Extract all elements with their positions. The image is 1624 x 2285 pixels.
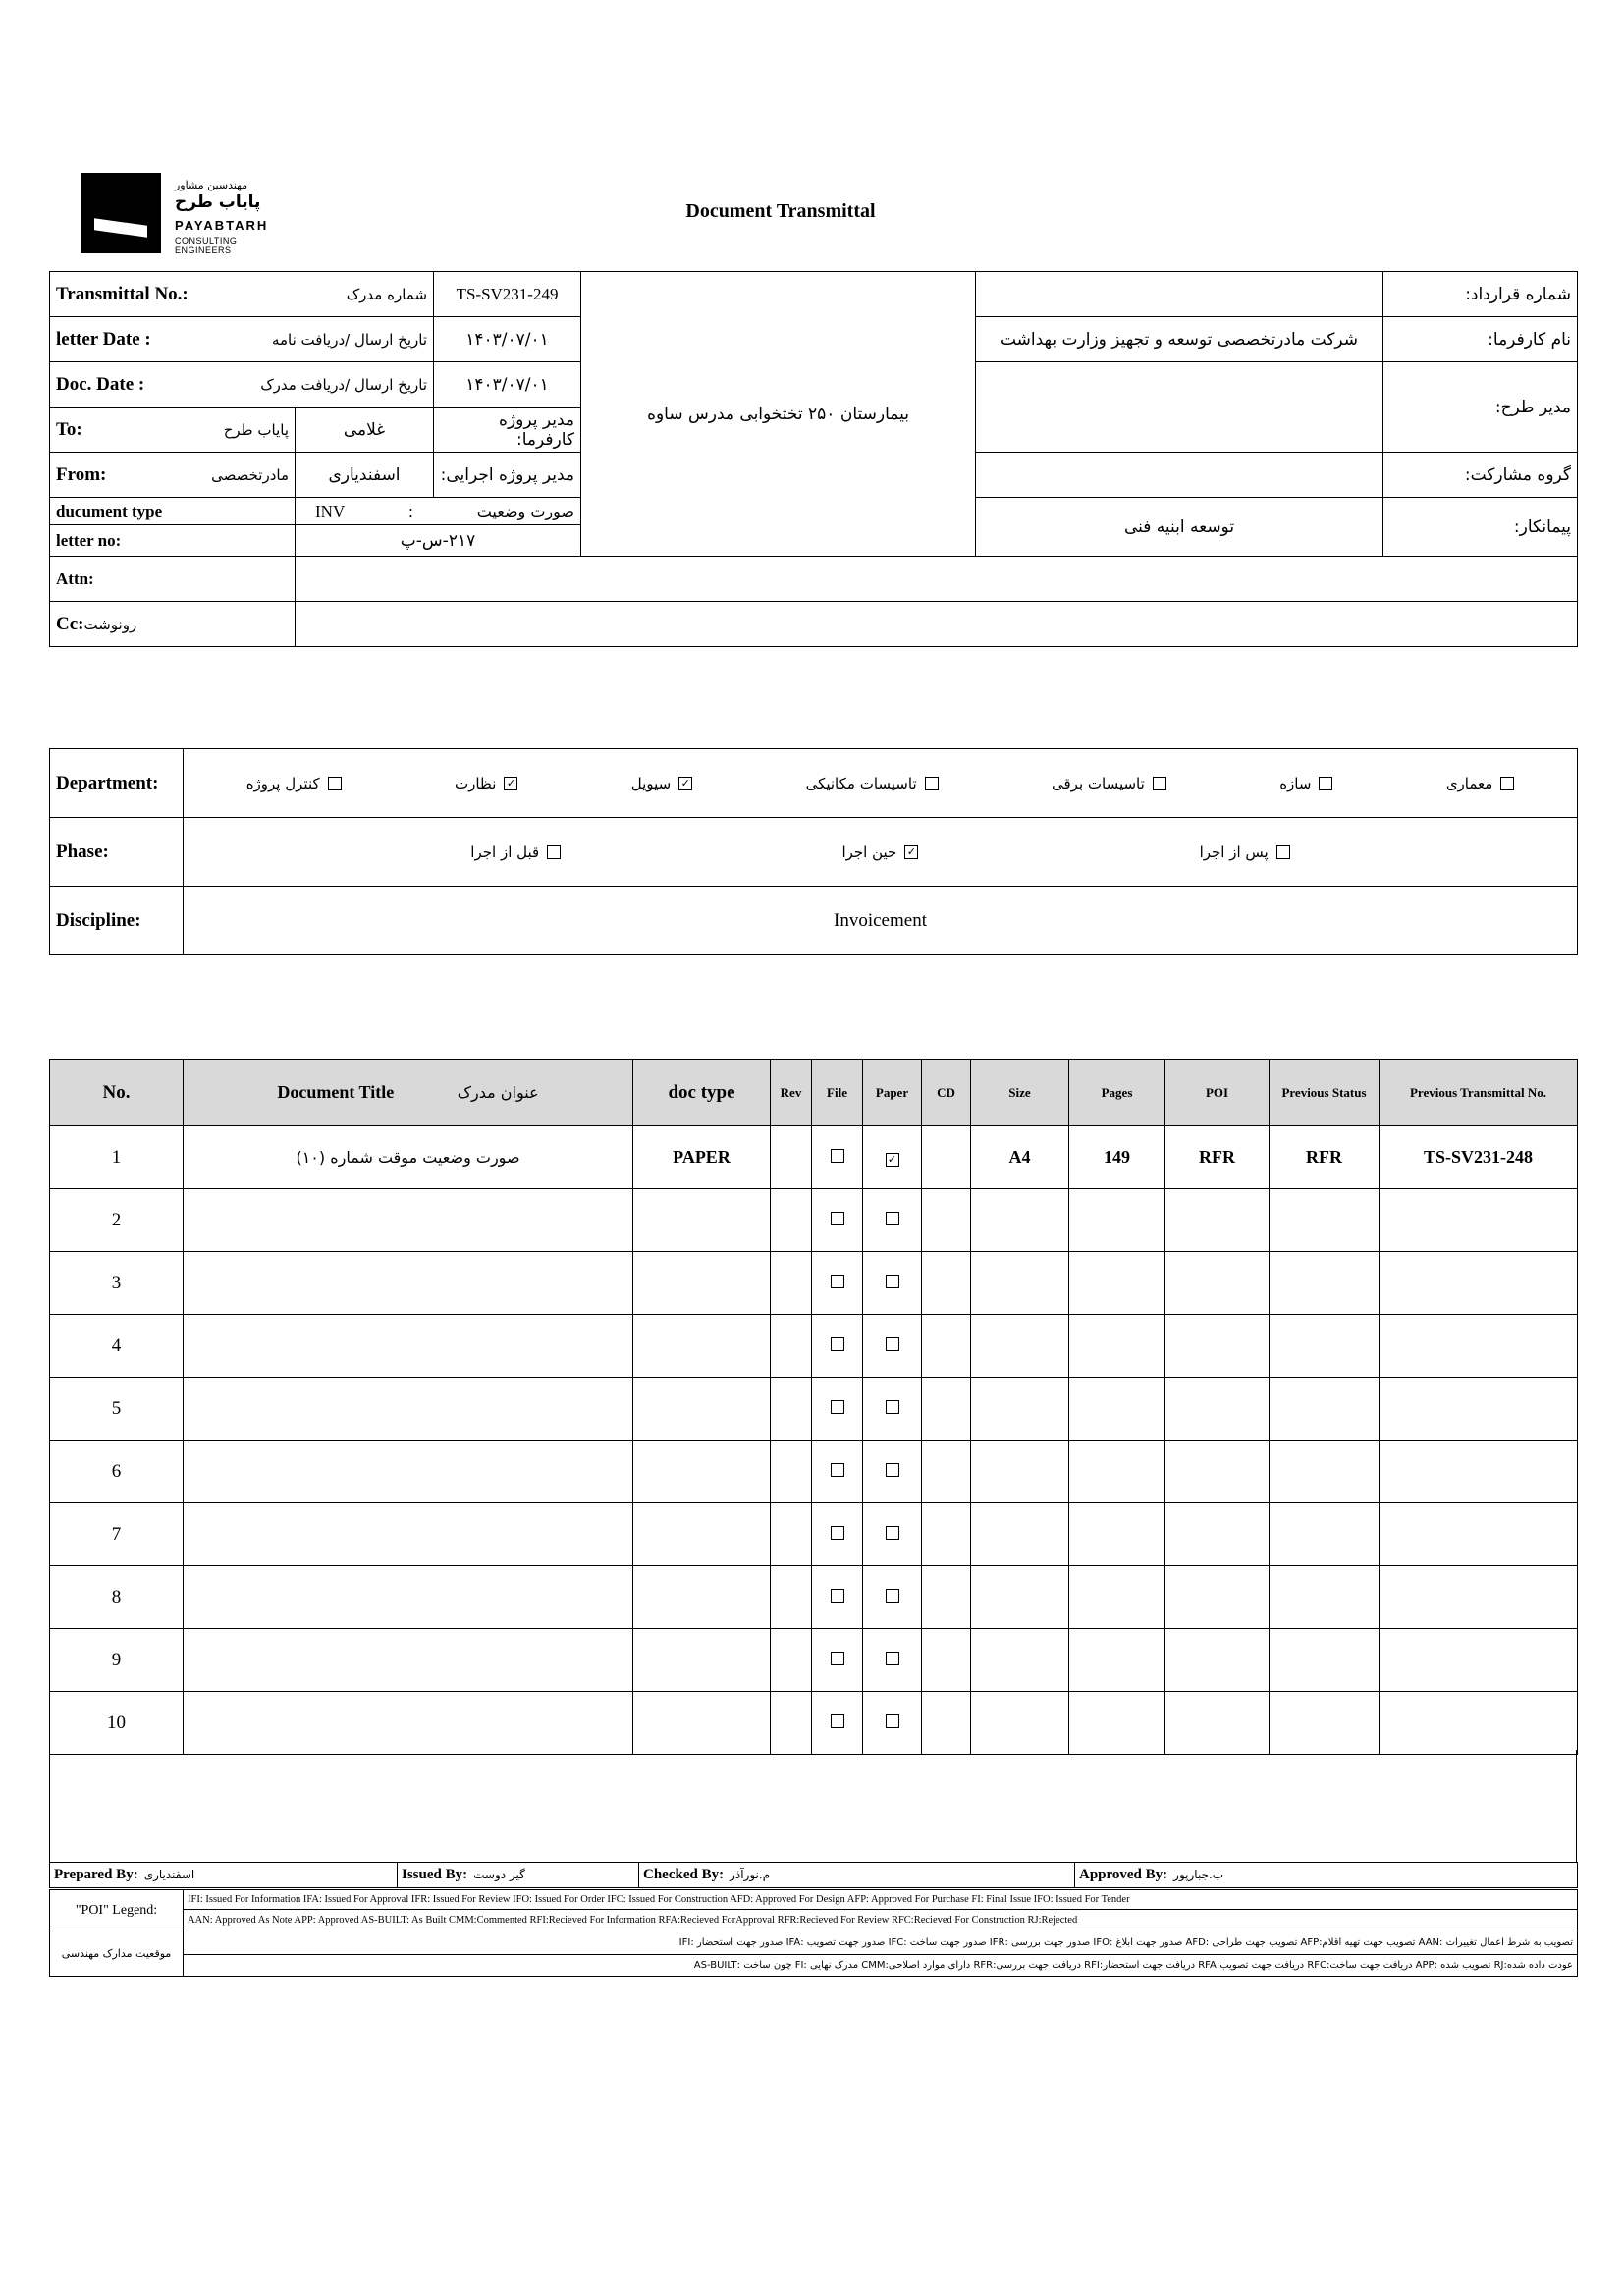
row-paper-checkbox[interactable] [886, 1400, 899, 1414]
department-option[interactable] [806, 775, 939, 792]
row-rev [771, 1189, 812, 1252]
phase-checkbox[interactable] [1276, 845, 1290, 859]
col-title-fa: عنوان مدرک [457, 1083, 539, 1102]
issued-by [398, 1863, 639, 1888]
row-rev [771, 1629, 812, 1692]
document-title: Document Transmittal [685, 200, 876, 222]
col-cd: CD [922, 1060, 971, 1126]
row-file [812, 1315, 863, 1378]
row-prev-status [1270, 1378, 1380, 1441]
row-pages [1069, 1629, 1165, 1692]
checked-by [639, 1863, 1075, 1888]
row-rev [771, 1252, 812, 1315]
row-rev [771, 1315, 812, 1378]
to-cell [50, 408, 296, 453]
row-rev [771, 1566, 812, 1629]
row-title [184, 1252, 633, 1315]
row-file-checkbox[interactable] [831, 1589, 844, 1603]
employer-label: نام کارفرما: [1383, 317, 1578, 362]
col-size: Size [971, 1060, 1069, 1126]
partnership-label: گروه مشارکت: [1383, 453, 1578, 498]
row-doctype: PAPER [633, 1126, 771, 1189]
from-cell [50, 453, 296, 498]
row-size [971, 1315, 1069, 1378]
row-paper [863, 1566, 922, 1629]
row-size [971, 1692, 1069, 1755]
phase-option-label: قبل از اجرا [470, 843, 540, 861]
to-pm-name: غلامی [296, 408, 434, 453]
issued-label: Issued By: [402, 1867, 468, 1882]
row-size [971, 1566, 1069, 1629]
department-option-label: تاسیسات برقی [1052, 774, 1145, 792]
table-row [50, 1566, 1578, 1629]
cc-label [50, 602, 296, 647]
row-cd [922, 1692, 971, 1755]
from-pm-label: مدیر پروژه اجرایی: [434, 453, 581, 498]
department-option[interactable] [1279, 775, 1332, 792]
row-prev-status [1270, 1566, 1380, 1629]
row-file-checkbox[interactable] [831, 1275, 844, 1288]
row-cd [922, 1315, 971, 1378]
letter-date-value: ۱۴۰۳/۰۷/۰۱ [434, 317, 581, 362]
row-no: 4 [50, 1315, 184, 1378]
contract-value [976, 272, 1383, 317]
row-doctype [633, 1692, 771, 1755]
project-name: بیمارستان ۲۵۰ تختخوابی مدرس ساوه [581, 272, 976, 557]
row-title [184, 1629, 633, 1692]
row-file-checkbox[interactable] [831, 1652, 844, 1665]
row-no: 8 [50, 1566, 184, 1629]
logo-fa-name: پایاب طرح [175, 192, 261, 212]
row-paper-checkbox[interactable] [886, 1463, 899, 1477]
row-poi [1165, 1629, 1270, 1692]
row-file-checkbox[interactable] [831, 1337, 844, 1351]
row-no: 1 [50, 1126, 184, 1189]
row-prev-status [1270, 1692, 1380, 1755]
doc-date-fa: تاریخ ارسال /دریافت مدرک [260, 375, 428, 394]
row-title [184, 1503, 633, 1566]
row-prev-no [1380, 1441, 1578, 1503]
row-poi [1165, 1315, 1270, 1378]
attn-value [296, 557, 1578, 602]
row-prev-status [1270, 1315, 1380, 1378]
row-file-checkbox[interactable] [831, 1149, 844, 1163]
row-file [812, 1252, 863, 1315]
department-option-label: معماری [1445, 774, 1493, 792]
row-cd [922, 1126, 971, 1189]
logo-fa-small: مهندسین مشاور [175, 179, 248, 191]
row-pages [1069, 1566, 1165, 1629]
classification-table [49, 748, 1578, 955]
issued-name: گیر دوست [473, 1868, 525, 1881]
phase-option-label: پس از اجرا [1199, 843, 1269, 861]
row-file [812, 1441, 863, 1503]
from-fa: مادرتخصصی [211, 465, 289, 484]
row-poi [1165, 1252, 1270, 1315]
poi-legend-table [49, 1889, 1578, 1977]
row-prev-status [1270, 1503, 1380, 1566]
row-title [184, 1692, 633, 1755]
department-option-label: نظارت [455, 774, 497, 792]
department-checkbox[interactable]: ✓ [678, 777, 692, 790]
col-doctype: doc type [633, 1060, 771, 1126]
poi-legend-line1: IFI: Issued For Information IFA: Issued For Approval IFR: Issued For Review IFO: Issued For Order IFC: Issued For Construction AFD: Approved For Design AFP: Approved For Purchase FI: Final Issue IFO: Issued For Tender [184, 1890, 1578, 1910]
col-pages: Pages [1069, 1060, 1165, 1126]
cc-en: Cc: [56, 613, 84, 634]
row-file-checkbox[interactable] [831, 1400, 844, 1414]
phase-label: Phase: [50, 818, 184, 887]
row-size [971, 1441, 1069, 1503]
department-option[interactable] [246, 775, 342, 792]
row-pages [1069, 1252, 1165, 1315]
row-paper-checkbox[interactable] [886, 1275, 899, 1288]
fa-legend-line1: تصویب به شرط اعمال تغییرات :AAN تصویب جهت تهیه اقلام:AFP تصویب جهت طراحی :AFD صدور جهت ابلاغ :IFO صدور جهت بررسی :IFR صدور جهت ساخت :IFC صدور جهت تصویب :IFA صدور جهت استحضار :IFI [184, 1931, 1578, 1955]
phase-option[interactable] [470, 843, 561, 861]
row-paper-checkbox[interactable] [886, 1589, 899, 1603]
department-checkbox[interactable] [328, 777, 342, 790]
row-paper [863, 1692, 922, 1755]
row-doctype [633, 1189, 771, 1252]
table-row [50, 1503, 1578, 1566]
row-title [184, 1315, 633, 1378]
department-option-label: کنترل پروژه [245, 774, 320, 792]
table-row [50, 1315, 1578, 1378]
row-prev-status [1270, 1252, 1380, 1315]
col-rev: Rev [771, 1060, 812, 1126]
doctype-colon: : [408, 501, 413, 520]
row-pages [1069, 1315, 1165, 1378]
table-row [50, 1126, 1578, 1189]
row-no: 10 [50, 1692, 184, 1755]
row-prev-status: RFR [1270, 1126, 1380, 1189]
employer-value: شرکت مادرتخصصی توسعه و تجهیز وزارت بهداشت [976, 317, 1383, 362]
fa-legend-line2: عودت داده شده:RJ تصویب شده :APP دریافت جهت ساخت:RFC دریافت جهت تصویب:RFA دریافت جهت استحضار:RFI دریافت جهت بررسی:RFR دارای موارد اصلاحی:CMM مدرک نهایی :FI چون ساخت :AS-BUILT [184, 1955, 1578, 1977]
table-row [50, 1441, 1578, 1503]
department-option-label: سیویل [630, 774, 672, 792]
col-no: No. [50, 1060, 184, 1126]
discipline-label: Discipline: [50, 887, 184, 955]
row-paper [863, 1378, 922, 1441]
department-option[interactable] [631, 775, 692, 792]
row-doctype [633, 1378, 771, 1441]
cc-fa: رونوشت [83, 615, 137, 633]
letter-date-en: letter Date : [56, 328, 151, 350]
col-title-en: Document Title [277, 1082, 395, 1102]
col-prev-no: Previous Transmittal No. [1380, 1060, 1578, 1126]
letterno-value: ۲۱۷-س-پ [296, 525, 581, 557]
row-file [812, 1629, 863, 1692]
row-file-checkbox[interactable] [831, 1526, 844, 1540]
col-title [184, 1060, 633, 1126]
row-size [971, 1378, 1069, 1441]
row-paper [863, 1252, 922, 1315]
contractor-value: توسعه ابنیه فنی [976, 498, 1383, 557]
poi-legend-label: "POI" Legend: [50, 1890, 184, 1931]
row-doctype [633, 1315, 771, 1378]
contract-label: شماره قرارداد: [1383, 272, 1578, 317]
checked-name: م.نورآذر [730, 1868, 771, 1881]
phase-checkbox[interactable]: ✓ [904, 845, 918, 859]
row-paper [863, 1315, 922, 1378]
from-en: From: [56, 463, 107, 485]
row-title: صورت وضعیت موقت شماره (۱۰) [184, 1126, 633, 1189]
row-file-checkbox[interactable] [831, 1714, 844, 1728]
row-title [184, 1441, 633, 1503]
row-rev [771, 1126, 812, 1189]
row-prev-status [1270, 1441, 1380, 1503]
phase-checkbox[interactable] [547, 845, 561, 859]
row-size [971, 1629, 1069, 1692]
col-file: File [812, 1060, 863, 1126]
row-cd [922, 1629, 971, 1692]
row-no: 5 [50, 1378, 184, 1441]
approved-by [1075, 1863, 1578, 1888]
to-en: To: [56, 418, 82, 440]
fa-legend-label: موقعیت مدارک مهندسی [50, 1931, 184, 1977]
col-paper: Paper [863, 1060, 922, 1126]
designer-value [976, 362, 1383, 453]
row-cd [922, 1378, 971, 1441]
row-prev-no [1380, 1629, 1578, 1692]
letter-date-label [50, 317, 434, 362]
row-paper-checkbox[interactable]: ✓ [886, 1153, 899, 1167]
transmittal-no-fa: شماره مدرک [346, 285, 428, 303]
row-prev-no [1380, 1378, 1578, 1441]
attn-label: Attn: [50, 557, 296, 602]
row-cd [922, 1441, 971, 1503]
table-row [50, 1252, 1578, 1315]
row-doctype [633, 1566, 771, 1629]
row-prev-no [1380, 1252, 1578, 1315]
row-paper [863, 1441, 922, 1503]
logo-en-name: PAYABTARH [175, 218, 269, 233]
department-label: Department: [50, 749, 184, 818]
row-pages: 149 [1069, 1126, 1165, 1189]
row-paper-checkbox[interactable] [886, 1652, 899, 1665]
row-rev [771, 1692, 812, 1755]
row-prev-no [1380, 1503, 1578, 1566]
row-pages [1069, 1189, 1165, 1252]
row-rev [771, 1378, 812, 1441]
transmittal-header-table [49, 271, 1578, 647]
row-file-checkbox[interactable] [831, 1463, 844, 1477]
prepared-label: Prepared By: [54, 1867, 138, 1882]
to-pm-label: مدیر پروژه کارفرما: [434, 408, 581, 453]
doctype-value: INV [315, 501, 346, 520]
contractor-label: پیمانکار: [1383, 498, 1578, 557]
row-size [971, 1252, 1069, 1315]
row-prev-no [1380, 1189, 1578, 1252]
row-title [184, 1566, 633, 1629]
row-pages [1069, 1692, 1165, 1755]
row-paper [863, 1189, 922, 1252]
documents-table [49, 1059, 1578, 1755]
row-cd [922, 1189, 971, 1252]
row-cd [922, 1503, 971, 1566]
row-no: 9 [50, 1629, 184, 1692]
row-no: 7 [50, 1503, 184, 1566]
department-option[interactable] [1052, 775, 1166, 792]
cc-value [296, 602, 1578, 647]
row-poi [1165, 1503, 1270, 1566]
col-poi: POI [1165, 1060, 1270, 1126]
department-checkbox[interactable] [1153, 777, 1166, 790]
doctype-fa: صورت وضعیت [476, 502, 574, 520]
row-prev-no [1380, 1315, 1578, 1378]
row-poi [1165, 1189, 1270, 1252]
phase-options [184, 818, 1578, 887]
designer-label: مدیر طرح: [1383, 362, 1578, 453]
doctype-label: ducument type [50, 498, 296, 525]
logo-subtitle: CONSULTING ENGINEERS [175, 236, 238, 255]
row-no: 6 [50, 1441, 184, 1503]
signature-row [49, 1862, 1578, 1888]
row-poi [1165, 1692, 1270, 1755]
row-paper-checkbox[interactable] [886, 1714, 899, 1728]
row-rev [771, 1503, 812, 1566]
row-file-checkbox[interactable] [831, 1212, 844, 1225]
table-row [50, 1378, 1578, 1441]
notes-area [49, 1750, 1577, 1862]
row-doctype [633, 1629, 771, 1692]
row-prev-status [1270, 1189, 1380, 1252]
row-pages [1069, 1378, 1165, 1441]
row-poi [1165, 1566, 1270, 1629]
prepared-by [50, 1863, 398, 1888]
from-pm-name: اسفندیاری [296, 453, 434, 498]
partnership-value [976, 453, 1383, 498]
row-title [184, 1189, 633, 1252]
doc-date-value: ۱۴۰۳/۰۷/۰۱ [434, 362, 581, 408]
row-size [971, 1503, 1069, 1566]
row-pages [1069, 1503, 1165, 1566]
row-paper [863, 1629, 922, 1692]
transmittal-no-value: TS-SV231-249 [434, 272, 581, 317]
row-cd [922, 1566, 971, 1629]
department-option-label: سازه [1279, 774, 1312, 792]
poi-legend-line2: AAN: Approved As Note APP: Approved AS-BUILT: As Built CMM:Commented RFI:Recieved For Information RFA:Recieved ForApproval RFR:Recieved For Review RFC:Recieved For Construction RJ:Rejected [184, 1910, 1578, 1931]
row-paper-checkbox[interactable] [886, 1526, 899, 1540]
row-file [812, 1692, 863, 1755]
transmittal-no-en: Transmittal No.: [56, 283, 189, 304]
row-doctype [633, 1441, 771, 1503]
table-row [50, 1629, 1578, 1692]
row-file [812, 1503, 863, 1566]
department-checkbox[interactable] [1500, 777, 1514, 790]
row-file [812, 1126, 863, 1189]
row-paper-checkbox[interactable] [886, 1337, 899, 1351]
row-poi [1165, 1441, 1270, 1503]
department-checkbox[interactable] [925, 777, 939, 790]
row-pages [1069, 1441, 1165, 1503]
table-row [50, 1692, 1578, 1755]
row-file [812, 1189, 863, 1252]
row-title [184, 1378, 633, 1441]
row-paper-checkbox[interactable] [886, 1212, 899, 1225]
department-option-label: تاسیسات مکانیکی [805, 774, 917, 792]
doctype-cell [296, 498, 581, 525]
department-option[interactable] [1446, 775, 1515, 792]
prepared-name: اسفندیاری [143, 1868, 195, 1881]
phase-option[interactable] [841, 843, 918, 861]
row-poi: RFR [1165, 1126, 1270, 1189]
phase-option[interactable] [1200, 843, 1290, 861]
department-options [184, 749, 1578, 818]
row-doctype [633, 1503, 771, 1566]
department-checkbox[interactable] [1319, 777, 1332, 790]
letter-date-fa: تاریخ ارسال /دریافت نامه [271, 330, 428, 349]
to-fa: پایاب طرح [223, 420, 289, 439]
transmittal-no-label [50, 272, 434, 317]
doc-date-label [50, 362, 434, 408]
department-checkbox[interactable]: ✓ [504, 777, 517, 790]
table-row [50, 1189, 1578, 1252]
phase-option-label: حین اجرا [841, 843, 897, 861]
row-no: 3 [50, 1252, 184, 1315]
row-prev-no [1380, 1566, 1578, 1629]
row-doctype [633, 1252, 771, 1315]
row-prev-no [1380, 1692, 1578, 1755]
row-prev-status [1270, 1629, 1380, 1692]
row-file [812, 1566, 863, 1629]
row-poi [1165, 1378, 1270, 1441]
col-prev-status: Previous Status [1270, 1060, 1380, 1126]
letterno-label: letter no: [50, 525, 296, 557]
row-rev [771, 1441, 812, 1503]
approved-label: Approved By: [1079, 1867, 1168, 1882]
row-paper [863, 1503, 922, 1566]
row-no: 2 [50, 1189, 184, 1252]
row-file [812, 1378, 863, 1441]
discipline-value: Invoicement [184, 887, 1578, 955]
row-size: A4 [971, 1126, 1069, 1189]
approved-name: ب.جبارپور [1173, 1868, 1224, 1881]
checked-label: Checked By: [643, 1867, 725, 1882]
doc-date-en: Doc. Date : [56, 373, 145, 395]
row-paper [863, 1126, 922, 1189]
row-cd [922, 1252, 971, 1315]
row-prev-no: TS-SV231-248 [1380, 1126, 1578, 1189]
department-option[interactable] [455, 775, 517, 792]
row-size [971, 1189, 1069, 1252]
